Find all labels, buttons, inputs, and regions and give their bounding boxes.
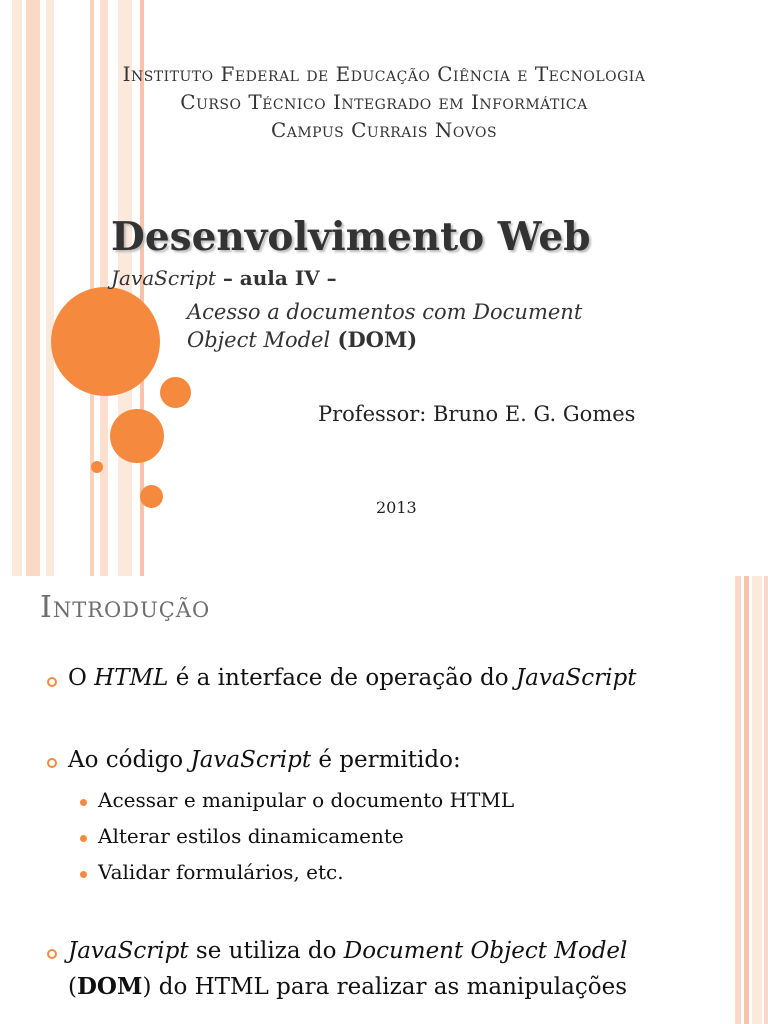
sub-bullet-icon (80, 799, 87, 806)
bullet-icon (47, 758, 57, 768)
text-javascript: JavaScript (68, 938, 189, 964)
course-name: Curso Técnico Integrado em Informática (180, 90, 588, 114)
presentation-topic (187, 298, 582, 354)
bullet-icon (47, 677, 57, 687)
intro-slide (0, 576, 768, 1024)
sub-bullet-icon (80, 835, 87, 842)
decor-stripe (752, 576, 762, 1024)
sub-item-styles: Alterar estilos dinamicamente (98, 824, 404, 848)
decor-circle (110, 409, 164, 463)
decor-stripe (744, 576, 749, 1024)
topic-line1: Acesso a documentos com Document (187, 300, 583, 324)
decor-circle (51, 287, 160, 396)
presentation-subtitle (111, 266, 337, 290)
text-segment: ) do HTML para realizar as manipulações (142, 974, 628, 1000)
presentation-year: 2013 (376, 498, 417, 517)
professor-name: Professor: Bruno E. G. Gomes (318, 402, 636, 426)
decor-stripe (764, 576, 768, 1024)
bullet-dom-line1 (68, 938, 627, 964)
sub-item-access: Acessar e manipular o documento HTML (98, 788, 515, 812)
bullet-html-interface (68, 665, 636, 691)
sub-bullet-icon (80, 871, 87, 878)
bullet-js-permitted (68, 747, 461, 773)
decor-circle (140, 485, 163, 508)
sub-item-forms: Validar formulários, etc. (98, 860, 344, 884)
text-dom: DOM (76, 973, 143, 1000)
text-html: HTML (94, 665, 169, 691)
campus-name: Campus Currais Novos (270, 118, 498, 142)
decor-stripe (735, 576, 741, 1024)
bullet-dom-line2 (68, 973, 627, 1000)
topic-line2-italic: Object Model (187, 328, 331, 352)
text-dom-full: Document Object Model (343, 938, 628, 964)
institution-name: Instituto Federal de Educação Ciência e Tecnologia (122, 62, 646, 86)
text-javascript: JavaScript (515, 665, 637, 691)
decor-circle (160, 377, 191, 408)
text-segment: é permitido: (311, 747, 461, 773)
text-segment: ( (68, 974, 77, 1000)
topic-line2-rest: (DOM) (330, 327, 418, 352)
text-segment: Ao código (68, 747, 191, 773)
bullet-icon (47, 949, 57, 959)
text-segment: se utiliza do (188, 938, 344, 964)
text-segment: é a interface de operação do (168, 665, 516, 691)
subtitle-javascript: JavaScript (111, 266, 216, 290)
text-segment: O (68, 665, 95, 691)
decor-circle (91, 461, 103, 473)
text-javascript: JavaScript (190, 747, 312, 773)
slide-title: Introdução (40, 590, 211, 625)
presentation-title: Desenvolvimento Web (111, 214, 591, 260)
subtitle-lesson: – aula IV – (215, 266, 337, 290)
